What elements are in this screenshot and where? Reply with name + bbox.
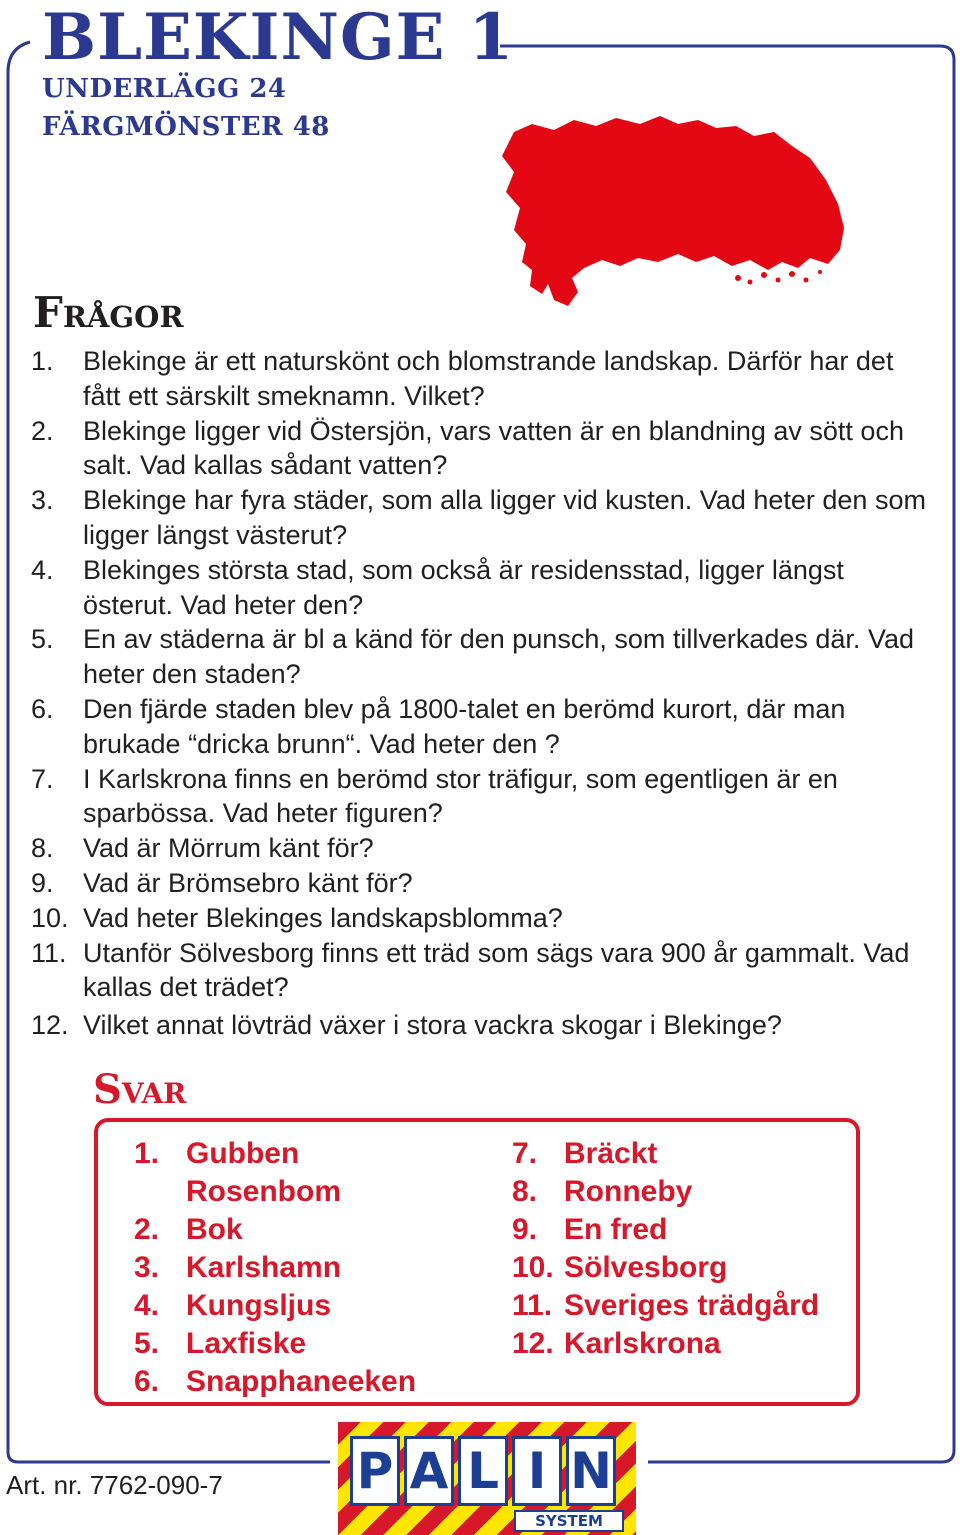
subtitle-underlagg: UNDERLÄGG 24: [42, 74, 287, 104]
item-text: Sölvesborg: [564, 1251, 728, 1284]
item-text: Snapphaneeken: [186, 1365, 417, 1398]
item-number: 3.: [31, 485, 54, 516]
item-text: Karlshamn: [186, 1251, 342, 1284]
item-number: 2.: [31, 415, 54, 446]
list-item: [31, 344, 936, 414]
item-text: En fred: [564, 1213, 668, 1246]
list-item: [134, 1325, 504, 1363]
blekinge-map-icon: [492, 112, 852, 312]
list-item: [31, 831, 936, 866]
item-number: 7.: [31, 763, 54, 794]
item-text: Bräckt: [564, 1137, 658, 1170]
item-number: 4.: [31, 554, 54, 585]
logo-letter: N: [566, 1436, 616, 1506]
item-text: Utanför Sölvesborg finns ett träd som sägs vara 900 år gammalt. Vad kallas det trädet?: [83, 937, 910, 1003]
item-text: Karlskrona: [564, 1327, 721, 1360]
list-item: [31, 483, 936, 553]
item-number: 6.: [134, 1365, 160, 1398]
item-number: 3.: [134, 1251, 160, 1284]
list-item: [512, 1173, 852, 1211]
item-text: Blekinge är ett naturskönt och blomstrande landskap. Därför har det fått ett särskilt smeknamn. Vilket?: [83, 346, 894, 411]
item-text: Kungsljus: [186, 1289, 332, 1322]
item-text: Rosenbom: [186, 1175, 342, 1208]
item-text: Laxfiske: [186, 1327, 307, 1360]
logo-letter: A: [404, 1436, 454, 1506]
list-item: [134, 1363, 504, 1401]
answers-right-column: [512, 1135, 852, 1363]
list-item: [134, 1211, 504, 1249]
item-text: En av städerna är bl a känd för den punsch, som tillverkades där. Vad heter den staden?: [83, 624, 914, 690]
item-number: 10.: [31, 902, 69, 933]
item-text: Vad är Mörrum känt för?: [83, 833, 374, 864]
item-text: Vad heter Blekinges landskapsblomma?: [83, 902, 563, 933]
item-number: 7.: [512, 1137, 538, 1170]
item-number: 10.: [512, 1251, 554, 1284]
item-text: Bok: [186, 1213, 243, 1246]
item-number: 9.: [512, 1213, 538, 1246]
list-item: [31, 553, 936, 623]
questions-list: [31, 344, 936, 1043]
item-number: 6.: [31, 693, 54, 724]
item-number: 11.: [512, 1289, 553, 1322]
item-number: 12.: [512, 1327, 554, 1360]
list-item: [31, 1008, 936, 1043]
list-item: [31, 866, 936, 901]
logo-letter: L: [458, 1436, 508, 1506]
article-number: Art. nr. 7762-090-7: [6, 1470, 223, 1500]
item-text: Blekinge har fyra städer, som alla ligger vid kusten. Vad heter den som ligger längst västerut?: [83, 485, 926, 550]
logo-letters: [350, 1436, 616, 1506]
list-item: [31, 414, 936, 484]
item-number: 8.: [512, 1175, 538, 1208]
item-text: Vilket annat lövträd växer i stora vackra skogar i Blekinge?: [83, 1010, 782, 1041]
item-number: 8.: [31, 833, 54, 864]
item-text: Gubben: [186, 1137, 300, 1170]
list-item: [134, 1173, 504, 1211]
item-number: 11.: [31, 937, 67, 968]
list-item: [512, 1135, 852, 1173]
list-item: [31, 936, 936, 1006]
item-text: Sveriges trädgård: [564, 1289, 820, 1322]
item-text: Blekinges största stad, som också är residensstad, ligger längst österut. Vad heter den?: [83, 554, 844, 620]
item-number: 12.: [31, 1010, 69, 1041]
list-item: [512, 1211, 852, 1249]
page-title: BLEKINGE 1: [42, 0, 515, 75]
list-item: [512, 1325, 852, 1363]
item-number: 1.: [134, 1137, 160, 1170]
list-item: [31, 762, 936, 832]
list-item: [134, 1135, 504, 1173]
list-item: [134, 1249, 504, 1287]
answers-left-column: [134, 1135, 504, 1401]
item-text: Vad är Brömsebro känt för?: [83, 867, 413, 898]
questions-heading: Frågor: [33, 288, 184, 337]
list-item: [512, 1249, 852, 1287]
item-text: I Karlskrona finns en berömd stor träfigur, som egentligen är en sparbössa. Vad heter figuren?: [83, 763, 838, 829]
list-item: [31, 901, 936, 936]
item-number: 4.: [134, 1289, 160, 1322]
answers-heading: Svar: [93, 1066, 187, 1113]
list-item: [134, 1287, 504, 1325]
palin-logo: [338, 1422, 636, 1535]
item-text: Den fjärde staden blev på 1800-talet en berömd kurort, där man brukade “dricka brunn“. Vad heter den ?: [83, 693, 846, 759]
item-text: Blekinge ligger vid Östersjön, vars vatten är en blandning av sött och salt. Vad kallas sådant vatten?: [83, 415, 904, 481]
list-item: [31, 692, 936, 762]
logo-letter: P: [350, 1436, 400, 1506]
item-number: 1.: [31, 346, 54, 376]
logo-system-label: SYSTEM: [514, 1510, 624, 1532]
item-number: 5.: [134, 1327, 160, 1360]
logo-letter: I: [512, 1436, 562, 1506]
list-item: [31, 622, 936, 692]
item-number: 9.: [31, 867, 54, 898]
list-item: [512, 1287, 852, 1325]
item-text: Ronneby: [564, 1175, 693, 1208]
item-number: 2.: [134, 1213, 160, 1246]
subtitle-fargmonster: FÄRGMÖNSTER 48: [42, 112, 330, 142]
item-number: 5.: [31, 624, 54, 655]
